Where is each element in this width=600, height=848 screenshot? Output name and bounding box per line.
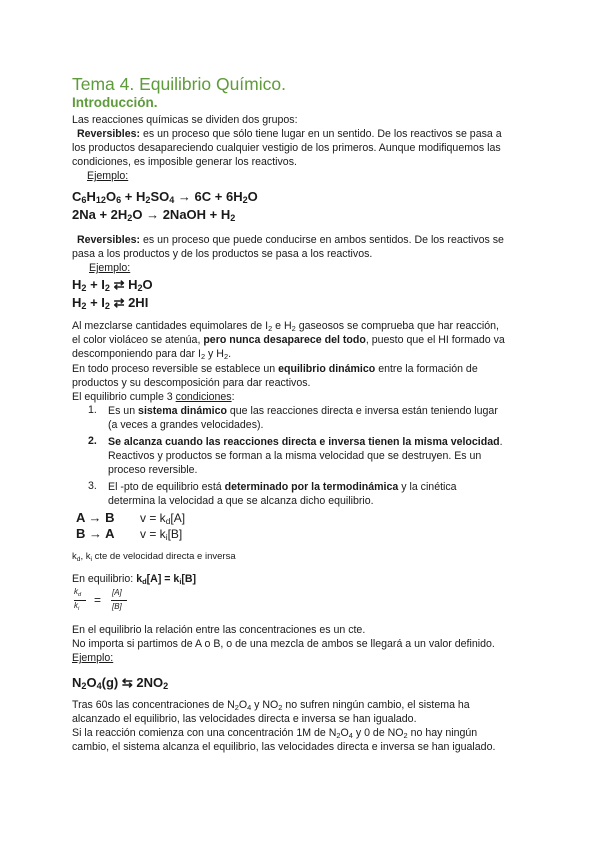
para1-line2: el color violáceo se atenúa, pero nunca desaparece del todo, puesto que el HI formado va: [72, 334, 505, 346]
irreversible-line3: condiciones, es imposible generar los reactivos.: [72, 156, 297, 168]
rate-constants-definition: $k_d$, $k_i$ cte de velocidad directa e inversa: [72, 551, 236, 563]
example-label-1: Ejemplo:: [87, 170, 129, 182]
para3-line2: No importa si partimos de A o B, o de una mezcla de ambos se llegará a un valor definido.: [72, 638, 495, 650]
reversible-line2: pasa a los productos y de los productos se pasa a los reactivos.: [72, 248, 373, 260]
section-heading: Introducción.: [72, 95, 158, 110]
para4-line2: alcanzado el equilibrio, las velocidades directa e inversa se han igualado.: [72, 713, 417, 725]
para1-line1: Al mezclarse cantidades equimolares de $I_2$ e $H_2$ gaseosos se comprueba que har reacción,: [72, 320, 499, 333]
para1-line3: descomponiendo para dar $I_2$ y $H_2$.: [72, 348, 232, 361]
reversible-line1: Reversibles: es un proceso que puede conducirse en ambos sentidos. De los reactivos se: [77, 234, 504, 246]
fraction-kd: $k_d$: [74, 587, 82, 598]
equation-hi: $H_2 + I_2$ ⇄ 2HI: [72, 295, 149, 311]
reaction-reverse: B → A: [76, 526, 115, 541]
condition-2-line3: proceso reversible.: [108, 464, 198, 476]
fraction-ki: $k_i$: [74, 601, 80, 612]
equation-sodium: $2Na + 2H_2O$ → 2NaOH + $H_2$: [72, 207, 236, 223]
condition-1-number: 1.: [88, 404, 97, 416]
fraction-conc-b: [B]: [112, 602, 122, 611]
reaction-forward: A → B: [76, 510, 115, 525]
fraction-bar-right: [111, 600, 127, 601]
irreversible-term: Reversibles:: [77, 128, 141, 140]
reversible-term: Reversibles:: [77, 234, 141, 246]
para4-line1: Tras 60s las concentraciones de $N_2O_4$ y $NO_2$ no sufren ningún cambio, el sistema ha: [72, 699, 470, 712]
para4-line4: cambio, el sistema alcanza el equilibrio, las velocidades directa e inversa se han igualado.: [72, 741, 496, 753]
condition-2-number: 2.: [88, 435, 97, 447]
example-label-2: Ejemplo:: [89, 262, 131, 274]
fraction-equals: =: [94, 593, 102, 607]
equation-n2o4: $N_2O_4(g)$ ⇆ $2NO_2$: [72, 675, 169, 691]
para2-line2: productos y su descomposición para dar reactivos.: [72, 377, 311, 389]
fraction-conc-a: [A]: [112, 588, 122, 597]
equilibrium-condition: En equilibrio: $k_d[A] = k_i[B]$: [72, 573, 197, 586]
equation-glucose: $C_6H_{12}O_6 + H_2SO_4 \to 6C + 6H_2O$: [72, 189, 258, 205]
para2-line1: En todo proceso reversible se establece un equilibrio dinámico entre la formación de: [72, 363, 478, 375]
condition-3-line2: determina la velocidad a que se alcanza dicho equilibrio.: [108, 495, 374, 507]
irreversible-line2: los productos desapareciendo cualquier vestigio de los primeros. Aunque modifiquemos las: [72, 142, 501, 154]
intro-text: Las reacciones químicas se dividen dos grupos:: [72, 114, 298, 126]
condition-2-line1: Se alcanza cuando las reacciones directa e inversa tienen la misma velocidad.: [108, 436, 503, 448]
para4-line3: Si la reacción comienza con una concentración 1M de $N_2O_4$ y 0 de $NO_2$ no hay ningún: [72, 727, 478, 740]
equation-water: $H_2 + I_2$ ⇄ $H_2O$: [72, 277, 153, 293]
irreversible-line1: Reversibles: es un proceso que sólo tiene lugar en un sentido. De los reactivos se pasa a: [77, 128, 502, 140]
page-title: Tema 4. Equilibrio Químico.: [72, 74, 286, 94]
condition-3-number: 3.: [88, 480, 97, 492]
condition-2-line2: Reactivos y productos se forman a la misma velocidad que se destruyen. Es un: [108, 450, 482, 462]
rate-reverse: $v = k_i[B]$: [140, 527, 183, 542]
condition-1-line2: (a veces a grandes velocidades).: [108, 419, 264, 431]
rate-forward: $v = k_d[A]$: [140, 511, 186, 526]
example-label-3: Ejemplo:: [72, 652, 114, 664]
condition-1-line1: Es un sistema dinámico que las reacciones directa e inversa están teniendo lugar: [108, 405, 498, 417]
condition-3-line1: El -pto de equilibrio está determinado por la termodinámica y la cinética: [108, 481, 457, 493]
para3-line1: En el equilibrio la relación entre las concentraciones es un cte.: [72, 624, 366, 636]
para2-line3: El equilibrio cumple 3 condiciones:: [72, 391, 235, 403]
